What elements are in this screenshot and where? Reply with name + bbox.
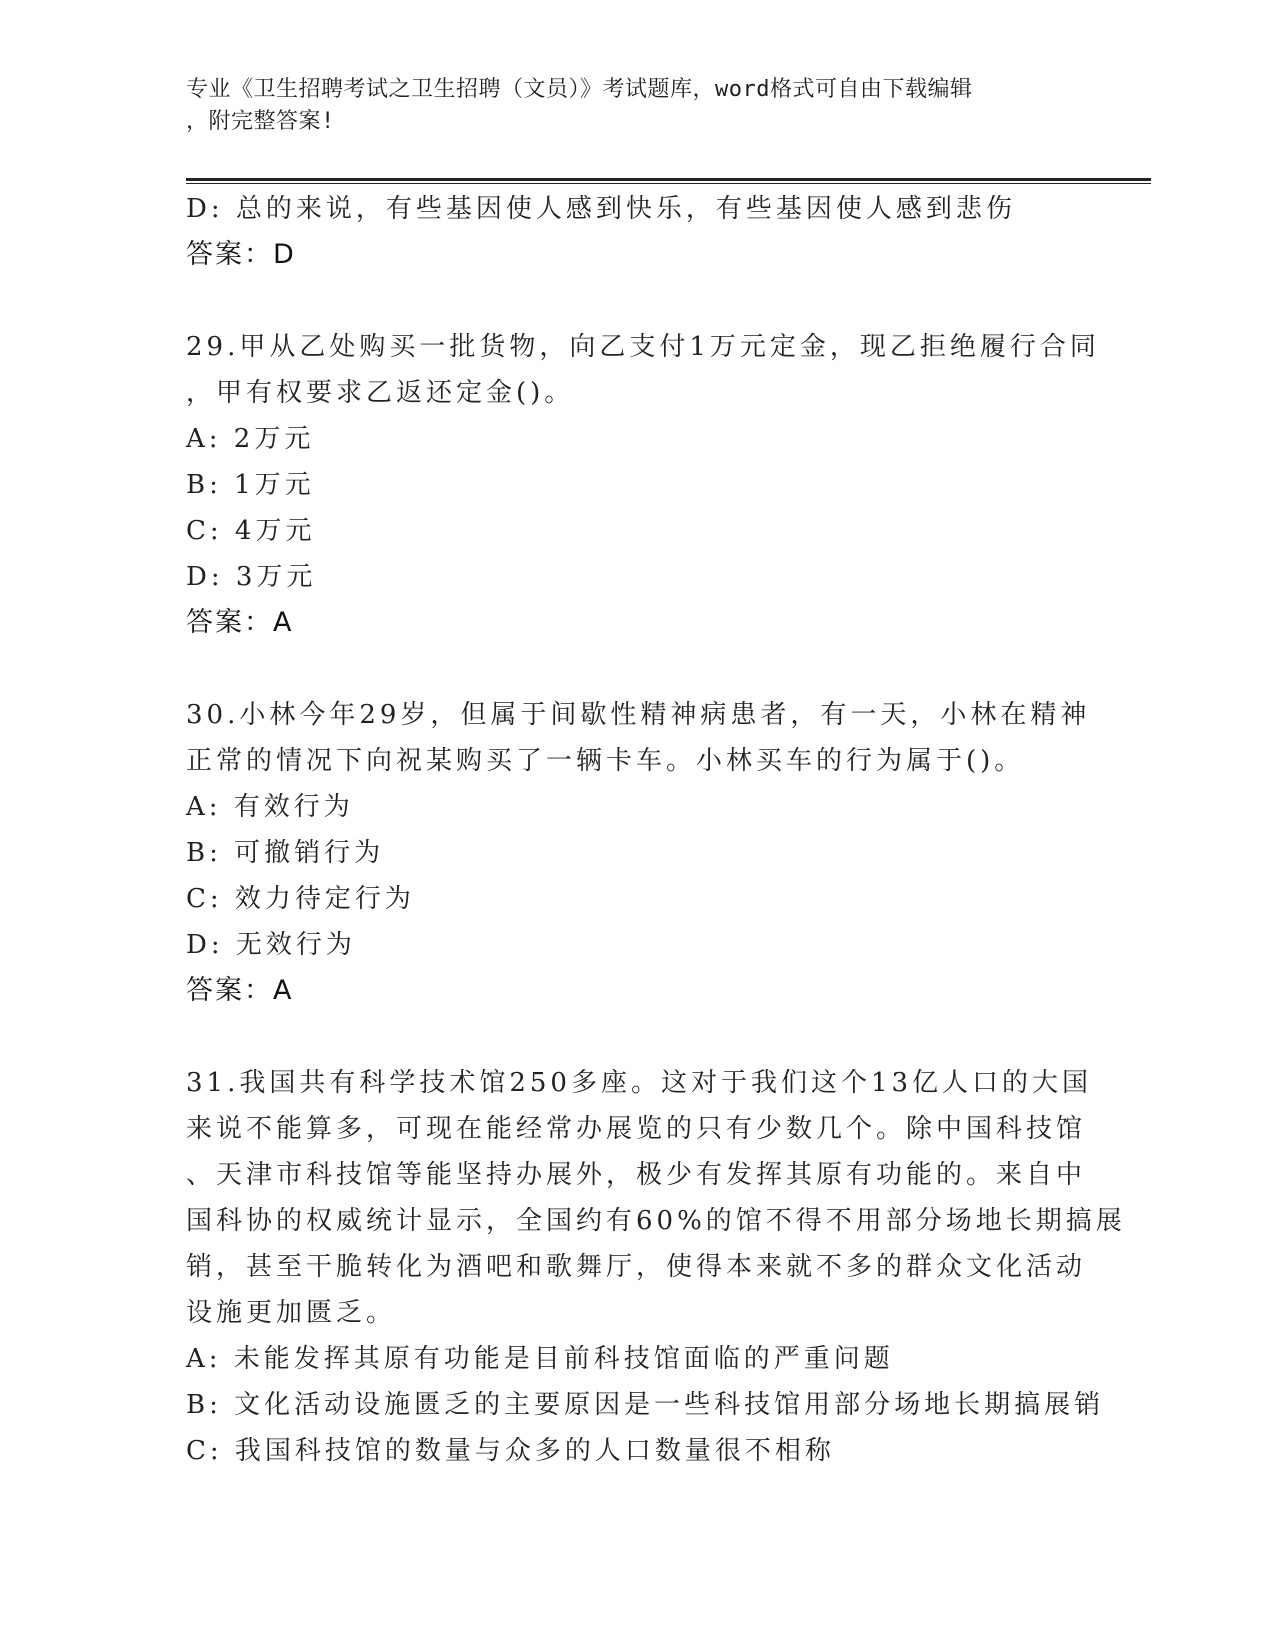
question-stem-line: ，甲有权要求乙返还定金()。	[186, 378, 575, 408]
question-stem-line: 正常的情况下向祝某购买了一辆卡车。小林买车的行为属于()。	[186, 746, 1025, 776]
document-header	[186, 74, 1086, 138]
spacer	[186, 1014, 1086, 1060]
option-c: C: 我国科技馆的数量与众多的人口数量很不相称	[186, 1436, 835, 1466]
option-a: A: 2万元	[186, 424, 315, 454]
header-rule-thin	[186, 183, 1151, 184]
question-stem-line: 31.我国共有科学技术馆250多座。这对于我们这个13亿人口的大国	[186, 1068, 1093, 1098]
question-29	[186, 324, 1100, 646]
question-stem-line: 设施更加匮乏。	[186, 1298, 397, 1328]
option-d: D: 3万元	[186, 562, 317, 592]
header-rule-thick	[186, 178, 1151, 181]
answer: 答案：A	[186, 975, 294, 1006]
question-stem-line: 29.甲从乙处购买一批货物，向乙支付1万元定金，现乙拒绝履行合同	[186, 332, 1100, 362]
question-content	[186, 186, 1126, 1474]
question-stem-line: 销，甚至干脆转化为酒吧和歌舞厅，使得本来就不多的群众文化活动	[186, 1252, 1087, 1282]
question-stem-line: 30.小林今年29岁，但属于间歇性精神病患者，有一天，小林在精神	[186, 700, 1091, 730]
question-31	[186, 1060, 1126, 1474]
spacer	[186, 646, 1086, 692]
header-line-2: ，附完整答案!	[186, 109, 335, 134]
prev-option-d: D: 总的来说，有些基因使人感到快乐，有些基因使人感到悲伤	[186, 194, 1016, 224]
header-line-1: 专业《卫生招聘考试之卫生招聘（文员）》考试题库，word格式可自由下载编辑	[186, 77, 973, 102]
question-stem-line: 、天津市科技馆等能坚持办展外，极少有发挥其原有功能的。来自中	[186, 1160, 1087, 1190]
option-c: C: 效力待定行为	[186, 884, 415, 914]
option-d: D: 无效行为	[186, 930, 356, 960]
option-b: B: 1万元	[186, 470, 315, 500]
prev-answer: 答案：D	[186, 239, 296, 270]
answer: 答案：A	[186, 607, 294, 638]
option-b: B: 文化活动设施匮乏的主要原因是一些科技馆用部分场地长期搞展销	[186, 1390, 1105, 1420]
option-a: A: 有效行为	[186, 792, 354, 822]
option-c: C: 4万元	[186, 516, 316, 546]
question-stem-line: 国科协的权威统计显示，全国约有60%的馆不得不用部分场地长期搞展	[186, 1206, 1126, 1236]
option-a: A: 未能发挥其原有功能是目前科技馆面临的严重问题	[186, 1344, 894, 1374]
question-stem-line: 来说不能算多，可现在能经常办展览的只有少数几个。除中国科技馆	[186, 1114, 1087, 1144]
spacer	[186, 278, 1086, 324]
option-b: B: 可撤销行为	[186, 838, 385, 868]
question-30	[186, 692, 1091, 1014]
